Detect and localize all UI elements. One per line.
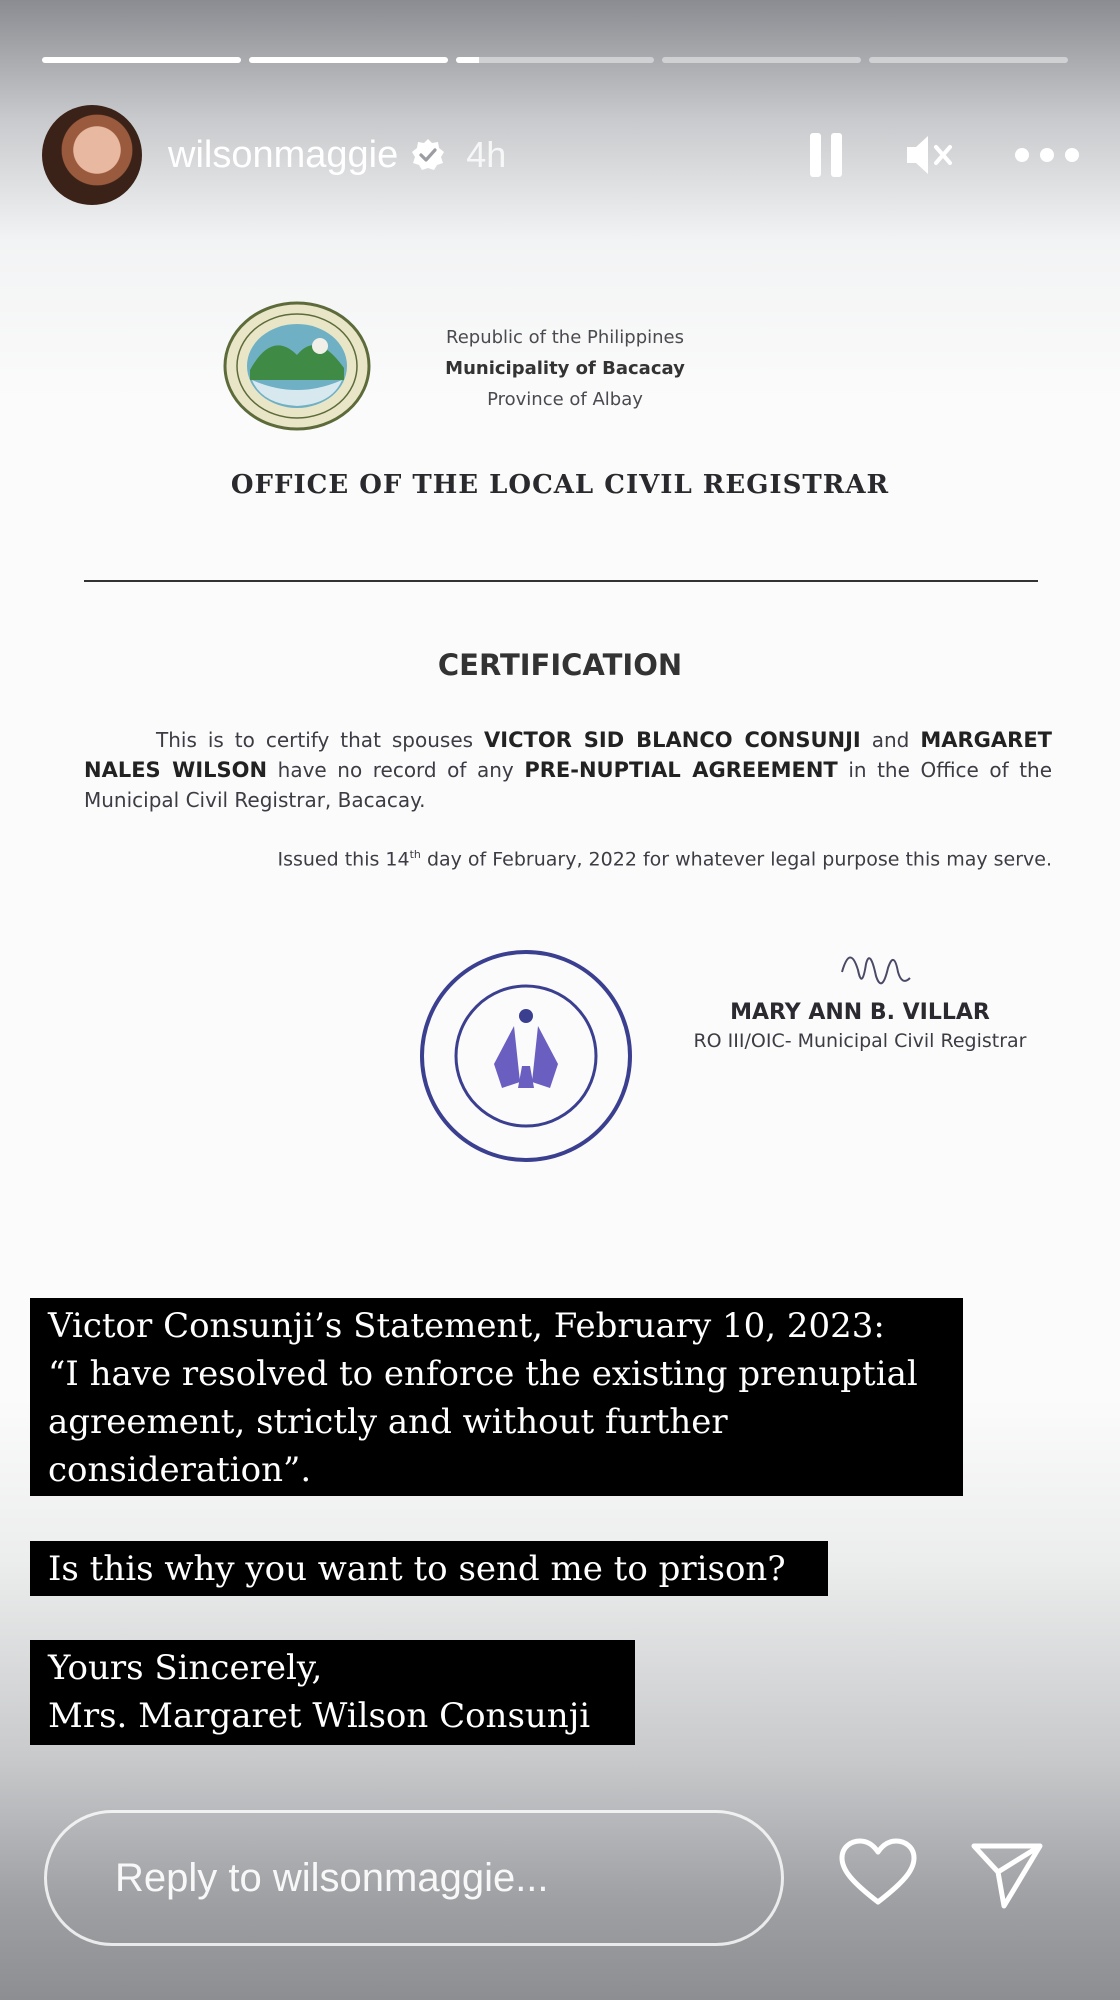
- caption-line: “I have resolved to enforce the existing prenuptial: [48, 1354, 918, 1394]
- letterhead-line: Province of Albay: [487, 389, 643, 410]
- reply-box[interactable]: [44, 1810, 784, 1946]
- document-letterhead: [430, 322, 700, 415]
- reply-input[interactable]: [113, 1855, 737, 1902]
- letterhead-line: Republic of the Philippines: [446, 327, 684, 348]
- caption-line: consideration”.: [48, 1450, 312, 1490]
- caption-line: agreement, strictly and without further: [48, 1402, 728, 1442]
- caption-statement: [30, 1298, 963, 1496]
- body-text: have no record of any: [277, 758, 514, 782]
- body-text: and: [871, 728, 910, 752]
- certification-title: CERTIFICATION: [437, 648, 683, 682]
- caption-line: Is this why you want to send me to prison?: [48, 1549, 786, 1589]
- caption-line: Mrs. Margaret Wilson Consunji: [48, 1696, 591, 1736]
- caption-question: [30, 1541, 828, 1596]
- caption-line: Yours Sincerely,: [48, 1648, 323, 1688]
- municipality-seal: [222, 300, 372, 432]
- issued-prefix: Issued this 14: [277, 848, 410, 871]
- signature: [836, 942, 916, 1002]
- certificate-body: [84, 725, 1052, 815]
- story-timestamp: 4h: [466, 134, 507, 175]
- divider: [84, 580, 1038, 582]
- like-button[interactable]: [838, 1838, 918, 1908]
- send-button[interactable]: [970, 1840, 1044, 1910]
- spouse-name: MARGARET NALES WILSON: [84, 728, 1053, 782]
- caption-line: Victor Consunji’s Statement, February 10, 2023:: [48, 1306, 885, 1346]
- signatory-title: RO III/OIC- Municipal Civil Registrar: [693, 1030, 1027, 1052]
- signatory-name: MARY ANN B. VILLAR: [730, 1000, 990, 1025]
- body-text: This is to certify that spouses: [156, 728, 474, 752]
- username[interactable]: wilsonmaggie: [168, 133, 399, 176]
- registrar-seal: [416, 946, 636, 1166]
- issued-suffix: th: [409, 848, 421, 861]
- issued-date-line: [84, 848, 1052, 870]
- caption-signoff: [30, 1640, 635, 1745]
- letterhead-line: Municipality of Bacacay: [445, 358, 685, 379]
- issued-rest: day of February, 2022 for whatever legal purpose this may serve.: [420, 848, 1052, 871]
- office-title: OFFICE OF THE LOCAL CIVIL REGISTRAR: [230, 470, 890, 500]
- spouse-name: VICTOR SID BLANCO CONSUNJI: [484, 728, 861, 752]
- body-text: in the Office of the Municipal Civil Registrar, Bacacay.: [84, 758, 1053, 812]
- agreement-term: PRE-NUPTIAL AGREEMENT: [524, 758, 838, 782]
